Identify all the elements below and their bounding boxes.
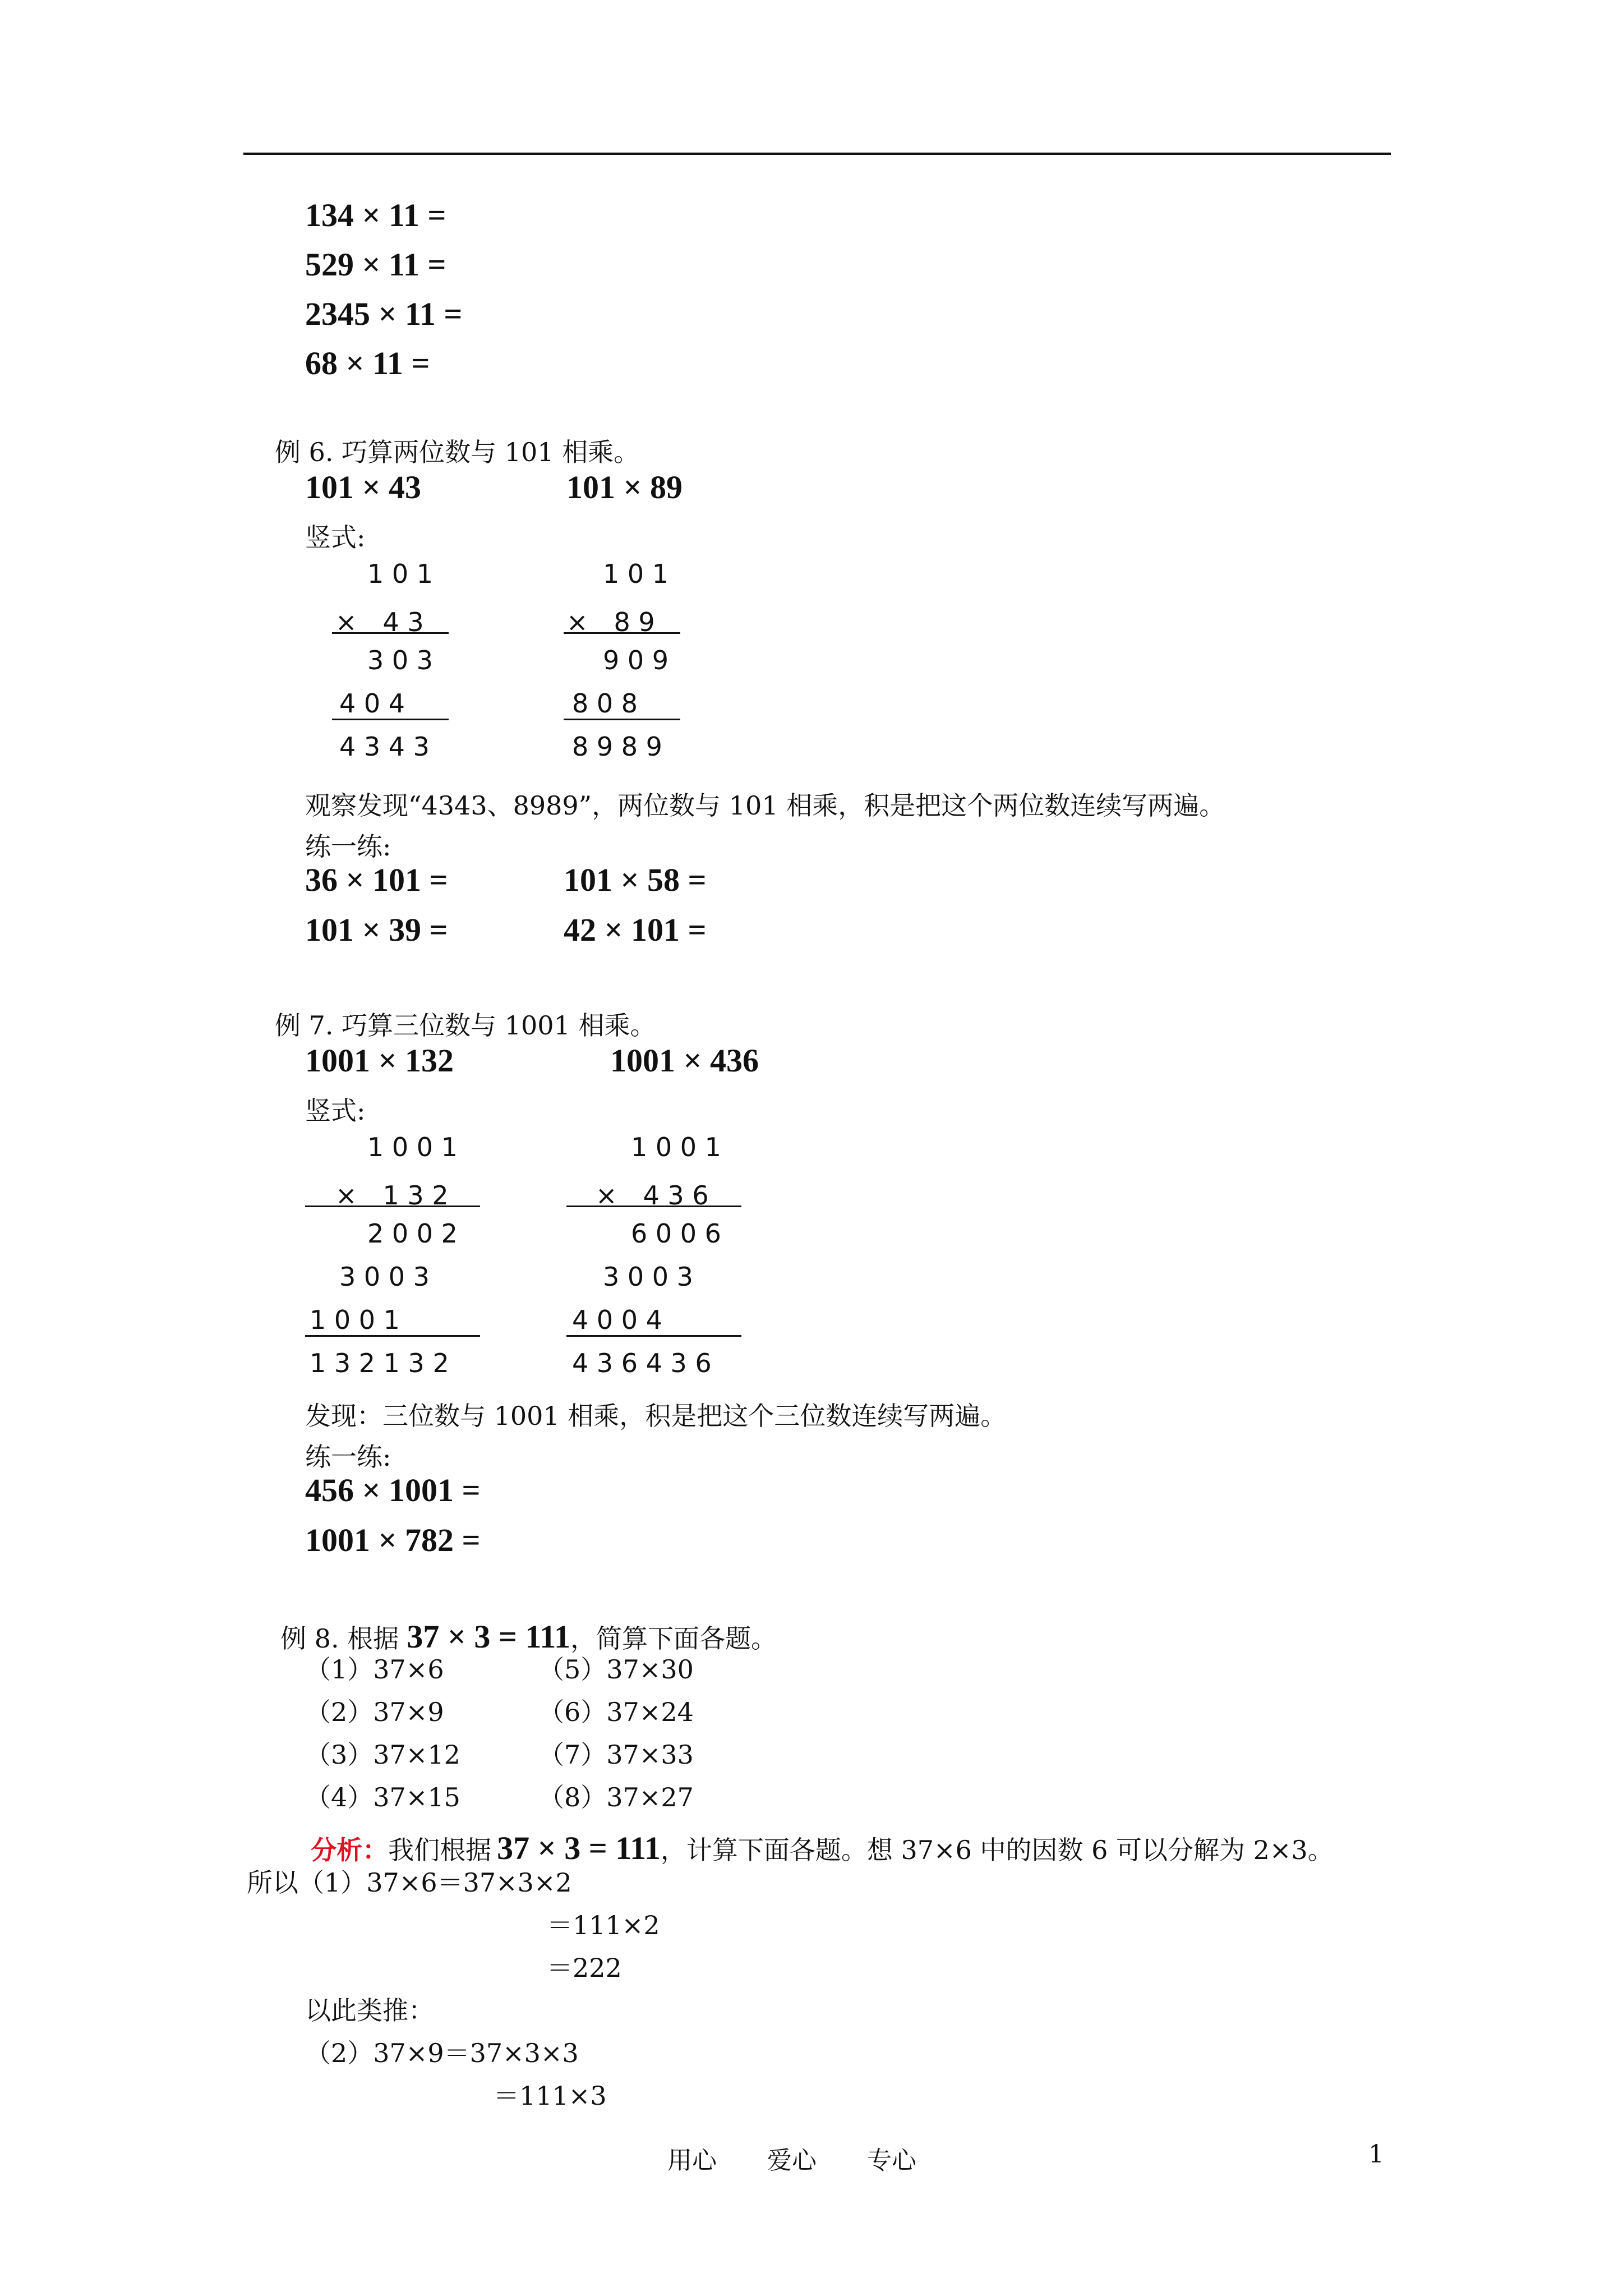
vertical-row: × 8 9 xyxy=(566,607,655,637)
solution-step: ＝111×2 xyxy=(547,1910,660,1940)
practice-line: 101 × 39 = xyxy=(305,912,448,948)
vertical-label: 竖式: xyxy=(305,1096,366,1126)
practice-line: 456 × 1001 = xyxy=(305,1472,481,1508)
vertical-rule xyxy=(566,1205,741,1207)
example-8-heading-eq: 37 × 3 = 111 xyxy=(407,1618,571,1655)
vertical-row: 3 0 3 xyxy=(367,645,434,675)
analysis-pre: 我们根据 xyxy=(388,1835,492,1865)
solution-line: （2）37×9＝37×3×3 xyxy=(305,2038,579,2068)
example-8-heading-pre: 例 8. 根据 xyxy=(280,1623,399,1654)
practice-line: 36 × 101 = xyxy=(305,862,448,898)
analysis-line xyxy=(305,1819,1334,1867)
analysis-eq: 37 × 3 = 111 xyxy=(497,1830,661,1866)
solution-step: ＝111×3 xyxy=(494,2081,607,2111)
example-7-problem: 1001 × 132 xyxy=(305,1042,454,1079)
vertical-row: 1 0 0 1 xyxy=(367,1132,458,1162)
example-8-heading xyxy=(275,1607,777,1655)
vertical-row: × 1 3 2 xyxy=(335,1180,449,1211)
vertical-row: 1 0 0 1 xyxy=(310,1305,400,1335)
vertical-label: 竖式: xyxy=(305,522,366,553)
exercise-item: （5）37×30 xyxy=(538,1654,694,1685)
vertical-rule xyxy=(332,719,449,720)
vertical-row: 2 0 0 2 xyxy=(367,1218,458,1249)
vertical-row: 1 0 1 xyxy=(367,559,434,589)
vertical-row: 3 0 0 3 xyxy=(339,1262,430,1292)
footer-word: 用心 xyxy=(667,2146,717,2175)
practice-line: 68 × 11 = xyxy=(305,345,430,381)
exercise-item: （8）37×27 xyxy=(538,1782,694,1812)
vertical-row: 4 0 0 4 xyxy=(572,1305,662,1335)
analysis-label: 分析： xyxy=(311,1835,389,1865)
practice-line: 2345 × 11 = xyxy=(305,296,463,332)
vertical-row: 3 0 0 3 xyxy=(603,1262,693,1292)
vertical-row: × 4 3 6 xyxy=(596,1180,709,1211)
practice-line: 42 × 101 = xyxy=(564,912,707,948)
vertical-rule xyxy=(564,719,680,720)
vertical-row: 8 9 8 9 xyxy=(572,731,662,762)
vertical-row: 1 0 1 xyxy=(603,559,669,589)
vertical-row: 4 0 4 xyxy=(339,688,405,719)
practice-label: 练一练: xyxy=(305,1442,391,1472)
solution-step: ＝222 xyxy=(547,1953,622,1983)
vertical-row: × 4 3 xyxy=(335,607,424,637)
practice-line: 1001 × 782 = xyxy=(305,1522,481,1558)
vertical-row: 1 3 2 1 3 2 xyxy=(310,1348,449,1378)
vertical-rule xyxy=(305,1335,480,1337)
exercise-item: （4）37×15 xyxy=(305,1782,460,1812)
analogy-label: 以此类推： xyxy=(305,1995,434,2026)
footer-word: 爱心 xyxy=(767,2146,817,2175)
observation-text: 观察发现“4343、8989”，两位数与 101 相乘，积是把这个两位数连续写两遍。 xyxy=(305,790,1225,821)
vertical-rule xyxy=(564,632,680,634)
vertical-rule xyxy=(332,632,449,634)
page-number: 1 xyxy=(1368,2140,1384,2169)
example-7-heading: 例 7. 巧算三位数与 1001 相乘。 xyxy=(275,1010,656,1041)
solution-line: 所以（1）37×6＝37×3×2 xyxy=(247,1867,572,1898)
exercise-item: （1）37×6 xyxy=(305,1654,444,1685)
example-6-problem: 101 × 43 xyxy=(305,469,422,505)
exercise-item: （6）37×24 xyxy=(538,1697,694,1727)
example-6-heading: 例 6. 巧算两位数与 101 相乘。 xyxy=(275,437,640,467)
observation-text: 发现：三位数与 1001 相乘，积是把这个三位数连续写两遍。 xyxy=(305,1401,1007,1431)
exercise-item: （3）37×12 xyxy=(305,1740,460,1770)
example-6-problem: 101 × 89 xyxy=(566,469,683,505)
vertical-row: 1 0 0 1 xyxy=(631,1132,721,1162)
practice-line: 134 × 11 = xyxy=(305,197,446,233)
header-rule xyxy=(243,153,1391,155)
example-8-heading-post: ，简算下面各题。 xyxy=(570,1623,777,1654)
practice-label: 练一练: xyxy=(305,831,391,862)
vertical-row: 4 3 6 4 3 6 xyxy=(572,1348,712,1378)
vertical-rule xyxy=(566,1335,741,1337)
practice-line: 529 × 11 = xyxy=(305,246,446,283)
vertical-row: 8 0 8 xyxy=(572,688,638,719)
vertical-row: 6 0 0 6 xyxy=(631,1218,721,1249)
vertical-row: 4 3 4 3 xyxy=(339,731,430,762)
vertical-rule xyxy=(305,1205,480,1207)
footer-word: 专心 xyxy=(867,2146,916,2175)
analysis-post: ，计算下面各题。想 37×6 中的因数 6 可以分解为 2×3。 xyxy=(660,1835,1334,1865)
example-7-problem: 1001 × 436 xyxy=(610,1042,759,1079)
practice-line: 101 × 58 = xyxy=(564,862,707,898)
exercise-item: （7）37×33 xyxy=(538,1740,694,1770)
exercise-item: （2）37×9 xyxy=(305,1697,444,1727)
vertical-row: 9 0 9 xyxy=(603,645,669,675)
